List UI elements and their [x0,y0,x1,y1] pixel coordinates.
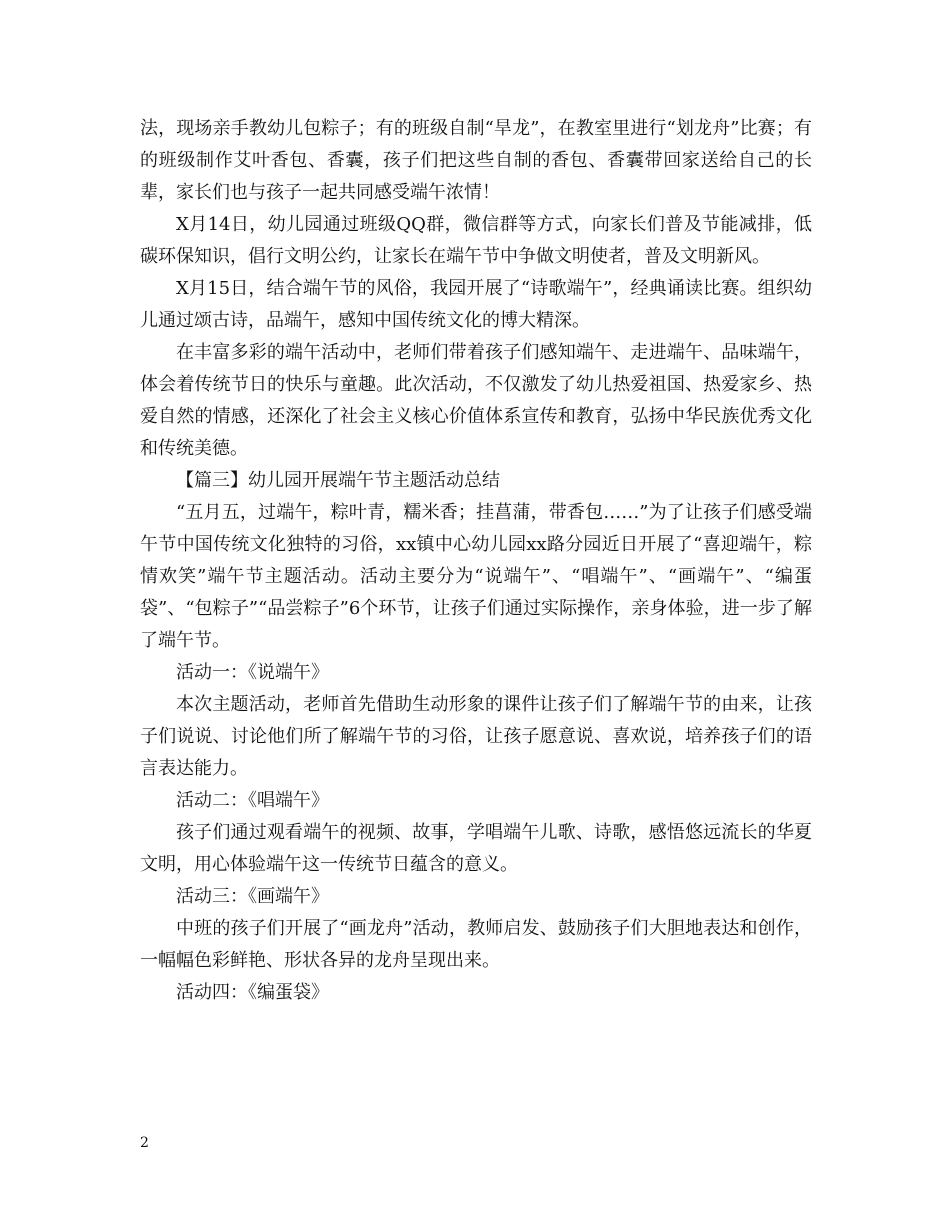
section-heading-part-three: 【篇三】幼儿园开展端午节主题活动总结 [176,470,500,491]
document-body [140,113,812,1009]
page-number: 2 [140,1135,149,1151]
paragraph-activity-1: 本次主题活动，老师首先借助生动形象的课件让孩子们了解端午节的由来，让孩子们说说、讨论他们所了解端午节的习俗，让孩子愿意说、喜欢说，培养孩子们的语言表达能力。 [140,694,812,779]
paragraph-summary: 在丰富多彩的端午活动中，老师们带着孩子们感知端午、走进端午、品味端午，体会着传统节日的快乐与童趣。此次活动，不仅激发了幼儿热爱祖国、热爱家乡、热爱自然的情感，还深化了社会主义核心价值体系宣传和教育，弘扬中华民族优秀文化和传统美德。 [140,342,812,459]
paragraph-continuation: 法，现场亲手教幼儿包粽子；有的班级自制“旱龙”，在教室里进行“划龙舟”比赛；有的班级制作艾叶香包、香囊，孩子们把这些自制的香包、香囊带回家送给自己的长辈，家长们也与孩子一起共同感受端午浓情！ [140,118,812,203]
paragraph-activity-2: 孩子们通过观看端午的视频、故事，学唱端午儿歌、诗歌，感悟悠远流长的华夏文明，用心体验端午这一传统节日蕴含的意义。 [140,822,812,875]
activity-heading-4: 活动四：《编蛋袋》 [176,982,329,1003]
paragraph-qq-group: X月14日，幼儿园通过班级QQ群，微信群等方式，向家长们普及节能减排，低碳环保知识，倡行文明公约，让家长在端午节中争做文明使者，普及文明新风。 [140,214,812,267]
activity-heading-2: 活动二：《唱端午》 [176,790,329,811]
activity-heading-1: 活动一：《说端午》 [176,662,329,683]
paragraph-intro: “五月五，过端午，粽叶青，糯米香；挂菖蒲，带香包……”为了让孩子们感受端午节中国传统文化独特的习俗，xx镇中心幼儿园xx路分园近日开展了“喜迎端午，粽情欢笑”端午节主题活动。活动主要分为“说端午”、“唱端午”、“画端午”、“编蛋袋”、“包粽子”“品尝粽子”6个环节，让孩子们通过实际操作，亲身体验，进一步了解了端午节。 [140,502,812,651]
activity-heading-3: 活动三：《画端午》 [176,886,329,907]
paragraph-activity-3: 中班的孩子们开展了“画龙舟”活动，教师启发、鼓励孩子们大胆地表达和创作，一幅幅色彩鲜艳、形状各异的龙舟呈现出来。 [140,918,812,971]
paragraph-poetry-contest: X月15日，结合端午节的风俗，我园开展了“诗歌端午”，经典诵读比赛。组织幼儿通过颂古诗，品端午，感知中国传统文化的博大精深。 [140,278,812,331]
